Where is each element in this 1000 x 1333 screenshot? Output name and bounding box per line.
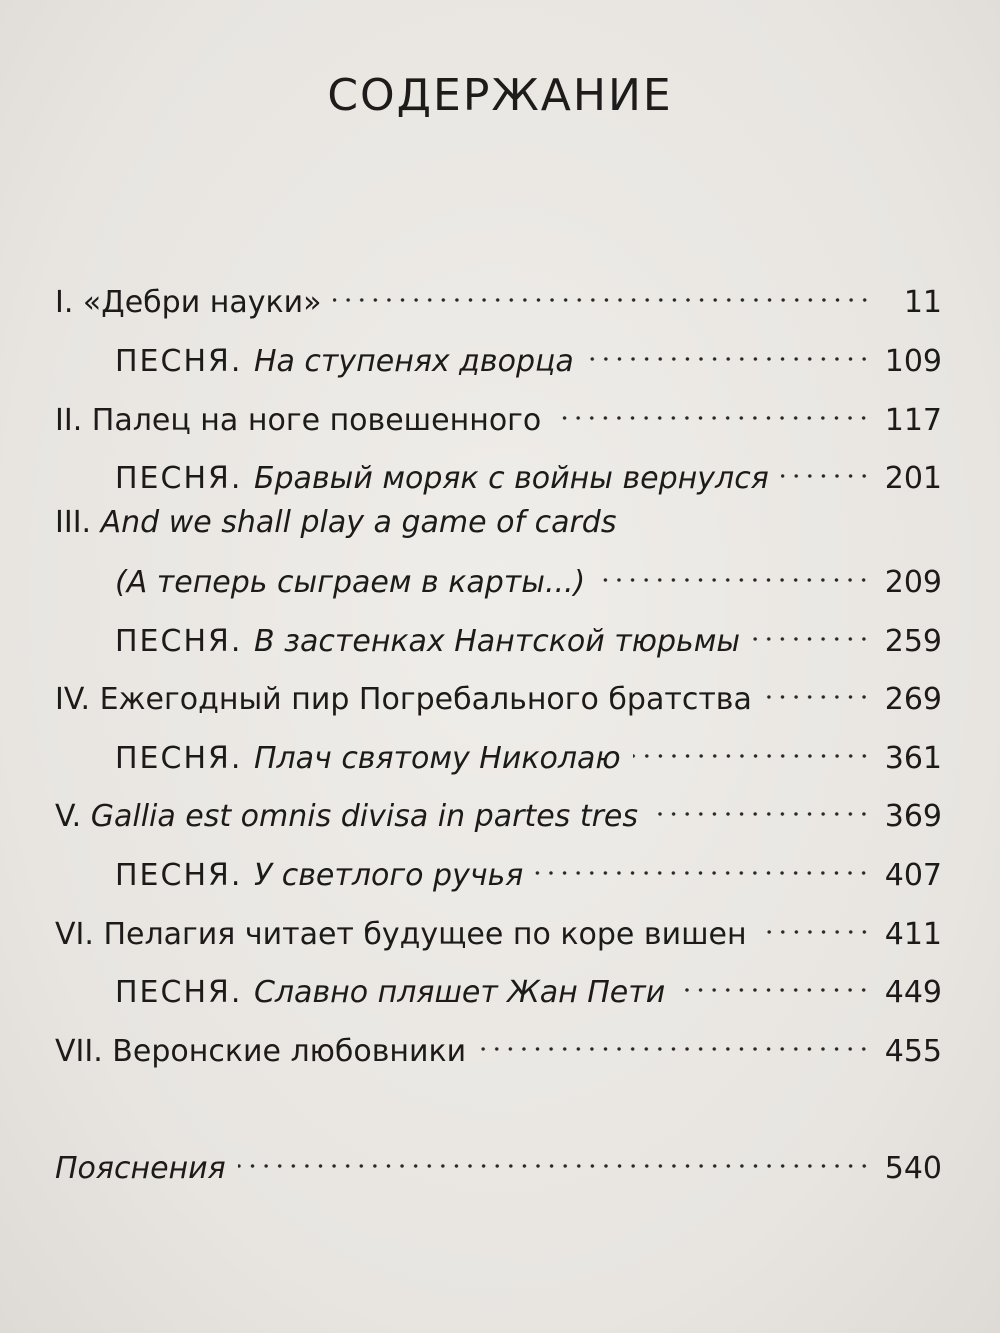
dot-leader bbox=[238, 1132, 871, 1178]
dot-leader bbox=[759, 898, 871, 944]
toc-chapter-entry[interactable] bbox=[55, 780, 942, 834]
toc-entry-label bbox=[55, 1029, 466, 1075]
toc-song-entry[interactable] bbox=[115, 839, 942, 893]
song-prefix: ПЕСНЯ. bbox=[115, 461, 254, 496]
toc-entry-label bbox=[55, 398, 541, 444]
song-prefix: ПЕСНЯ. bbox=[115, 858, 254, 893]
dot-leader bbox=[535, 839, 870, 885]
toc-chapter-entry[interactable] bbox=[55, 1132, 942, 1186]
dot-leader bbox=[677, 956, 871, 1002]
chapter-number: V. bbox=[55, 799, 91, 834]
toc-entry-title: На ступенях дворца bbox=[253, 344, 574, 379]
toc-chapter-entry[interactable] bbox=[55, 500, 942, 546]
chapter-number: VI. bbox=[55, 917, 104, 952]
dot-leader bbox=[597, 546, 870, 592]
song-prefix: ПЕСНЯ. bbox=[115, 975, 254, 1010]
toc-entry-label bbox=[115, 736, 621, 782]
page-number: 407 bbox=[884, 858, 942, 893]
toc-entry-label bbox=[55, 1146, 226, 1192]
toc-entry-title: Пояснения bbox=[55, 1151, 226, 1186]
dot-leader bbox=[633, 722, 871, 768]
toc-entry-label bbox=[115, 970, 665, 1016]
page-number: 361 bbox=[884, 741, 942, 776]
toc-entry-label bbox=[55, 280, 321, 326]
toc-entry-title: В застенках Нантской тюрьмы bbox=[253, 624, 741, 659]
chapter-number: III. bbox=[55, 505, 101, 540]
toc-song-entry[interactable] bbox=[115, 722, 942, 776]
toc-entry-title: Плач святому Николаю bbox=[253, 741, 621, 776]
dot-leader bbox=[553, 384, 870, 430]
toc-entry-label bbox=[115, 853, 523, 899]
toc-entry-label bbox=[115, 560, 585, 606]
page-number: 259 bbox=[884, 624, 942, 659]
page-title: СОДЕРЖАНИЕ bbox=[327, 70, 673, 121]
dot-leader bbox=[650, 780, 871, 826]
song-prefix: ПЕСНЯ. bbox=[115, 344, 254, 379]
page-number: 455 bbox=[884, 1034, 942, 1069]
page-number: 209 bbox=[884, 565, 942, 600]
toc-chapter-entry[interactable] bbox=[55, 898, 942, 952]
toc-entry-title: Бравый моряк с войны вернулся bbox=[253, 461, 769, 496]
toc-entry-label bbox=[115, 619, 740, 665]
toc-chapter-entry[interactable] bbox=[55, 384, 942, 438]
page-number: 411 bbox=[884, 917, 942, 952]
toc-chapter-entry[interactable] bbox=[55, 663, 942, 717]
toc-entry-title: Славно пляшет Жан Пети bbox=[253, 975, 666, 1010]
dot-leader bbox=[586, 325, 871, 371]
song-prefix: ПЕСНЯ. bbox=[115, 741, 254, 776]
toc-entry-title: Gallia est omnis divisa in partes tres bbox=[90, 799, 638, 834]
dot-leader bbox=[333, 266, 872, 312]
page-number: 269 bbox=[884, 682, 942, 717]
toc-chapter-entry[interactable] bbox=[115, 546, 942, 600]
toc-song-entry[interactable] bbox=[115, 325, 942, 379]
page-number: 109 bbox=[884, 344, 942, 379]
toc-chapter-entry[interactable] bbox=[55, 266, 942, 320]
toc-entry-label bbox=[55, 794, 638, 840]
page-number: 369 bbox=[884, 799, 942, 834]
toc-entry-label bbox=[55, 500, 616, 546]
dot-leader bbox=[781, 442, 871, 488]
toc-song-entry[interactable] bbox=[115, 956, 942, 1010]
toc-entry-title: Палец на ноге повешенного bbox=[91, 403, 542, 438]
toc-entry-title: Ежегодный пир Погребального братства bbox=[99, 682, 752, 717]
page-number: 11 bbox=[903, 285, 942, 320]
chapter-number: I. bbox=[55, 285, 83, 320]
toc-entry-title: And we shall play a game of cards bbox=[100, 505, 617, 540]
chapter-number: IV. bbox=[55, 682, 100, 717]
dot-leader bbox=[478, 1015, 871, 1061]
song-prefix: ПЕСНЯ. bbox=[115, 624, 254, 659]
toc-entry-label bbox=[55, 912, 747, 958]
page-number: 449 bbox=[884, 975, 942, 1010]
page-number: 117 bbox=[884, 403, 942, 438]
toc-entry-title: У светлого ручья bbox=[253, 858, 524, 893]
toc-song-entry[interactable] bbox=[115, 442, 942, 496]
toc-entry-title: «Дебри науки» bbox=[82, 285, 322, 320]
chapter-number: VII. bbox=[55, 1034, 113, 1069]
page-number: 201 bbox=[884, 461, 942, 496]
dot-leader bbox=[764, 663, 871, 709]
toc-entry-title: Пелагия читает будущее по коре вишен bbox=[103, 917, 747, 952]
toc-entry-title: (А теперь сыграем в карты...) bbox=[115, 565, 586, 600]
page-number: 540 bbox=[884, 1151, 942, 1186]
toc-entry-label bbox=[55, 677, 752, 723]
toc-entry-label bbox=[115, 456, 769, 502]
toc-chapter-entry[interactable] bbox=[55, 1015, 942, 1069]
toc-song-entry[interactable] bbox=[115, 605, 942, 659]
chapter-number: II. bbox=[55, 403, 92, 438]
toc-entry-title: Веронские любовники bbox=[112, 1034, 467, 1069]
toc-entry-label bbox=[115, 339, 574, 385]
dot-leader bbox=[752, 605, 871, 651]
